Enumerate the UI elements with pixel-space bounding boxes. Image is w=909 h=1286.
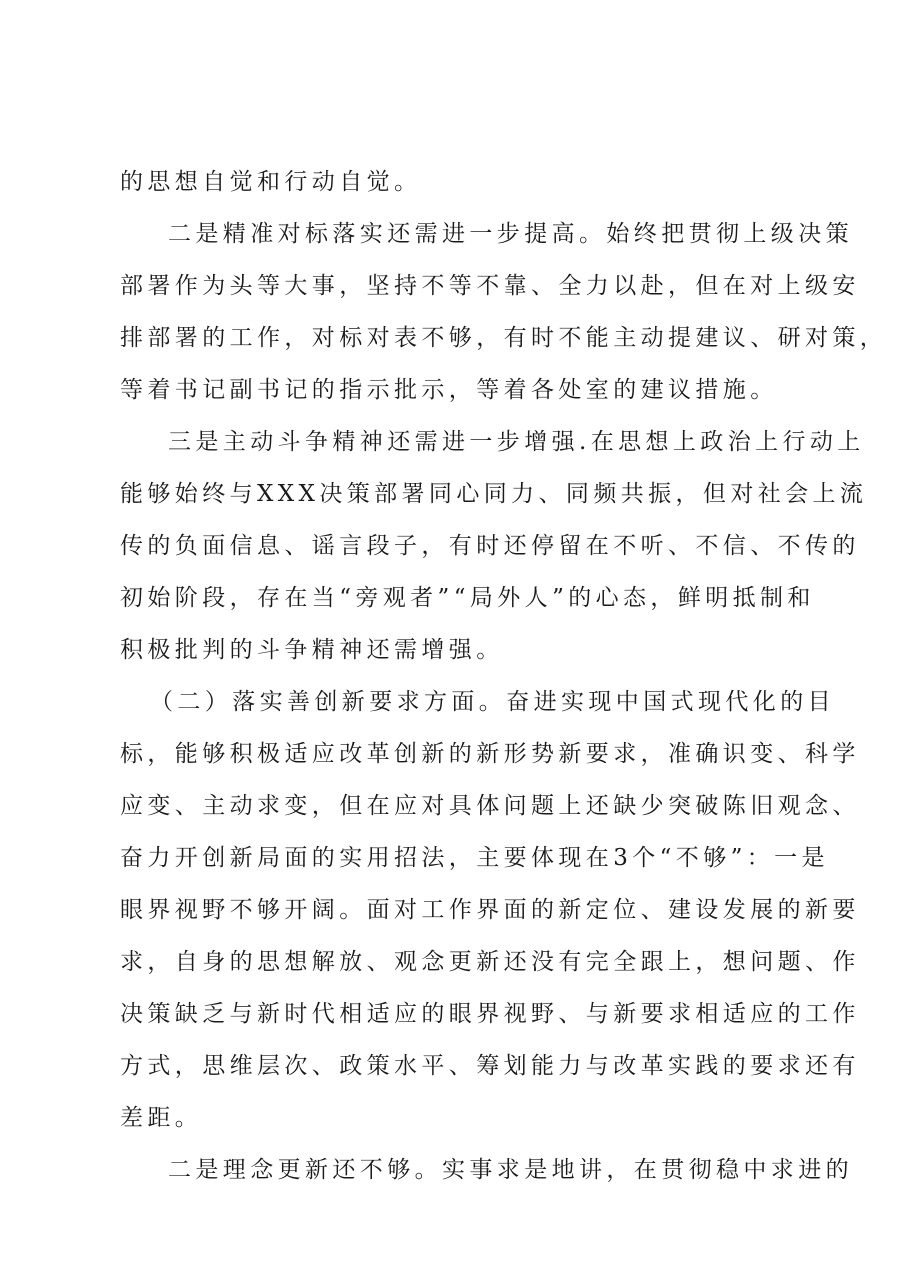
text-line: 排部署的工作，对标对表不够，有时不能主动提建议、研对策， — [120, 325, 888, 351]
text-line: 求，自身的思想解放、观念更新还没有完全跟上，想问题、作 — [120, 949, 860, 975]
text-line: 标，能够积极适应改革创新的新形势新要求，准确识变、科学 — [120, 741, 860, 767]
text-line: 的思想自觉和行动自觉。 — [120, 169, 422, 195]
paragraph-start-line: 二是精准对标落实还需进一步提高。始终把贯彻上级决策 — [168, 221, 853, 247]
text-line: 眼界视野不够开阔。面对工作界面的新定位、建设发展的新要 — [120, 897, 860, 923]
paragraph-start-line: 二是理念更新还不够。实事求是地讲，在贯彻稳中求进的 — [168, 1157, 853, 1183]
text-line: 方式，思维层次、政策水平、筹划能力与改革实践的要求还有 — [120, 1053, 860, 1079]
text-line: 等着书记副书记的指示批示，等着各处室的建议措施。 — [120, 377, 778, 403]
text-line: 奋力开创新局面的实用招法，主要体现在3个“不够”：一是 — [120, 845, 829, 871]
text-line: 积极批判的斗争精神还需增强。 — [120, 637, 504, 663]
text-line: 差距。 — [120, 1105, 203, 1131]
section-heading-line: （二）落实善创新要求方面。奋进实现中国式现代化的目 — [150, 689, 835, 715]
text-line: 决策缺乏与新时代相适应的眼界视野、与新要求相适应的工作 — [120, 1001, 860, 1027]
text-line: 初始阶段，存在当“旁观者”“局外人”的心态，鲜明抵制和 — [120, 585, 815, 611]
text-line: 传的负面信息、谣言段子，有时还停留在不听、不信、不传的 — [120, 533, 860, 559]
text-line: 应变、主动求变，但在应对具体问题上还缺少突破陈旧观念、 — [120, 793, 860, 819]
text-line: 部署作为头等大事，坚持不等不靠、全力以赴，但在对上级安 — [120, 273, 860, 299]
paragraph-start-line: 三是主动斗争精神还需进一步增强.在思想上政治上行动上 — [168, 429, 865, 455]
text-line: 能够始终与XXX决策部署同心同力、同频共振，但对社会上流 — [120, 481, 868, 507]
